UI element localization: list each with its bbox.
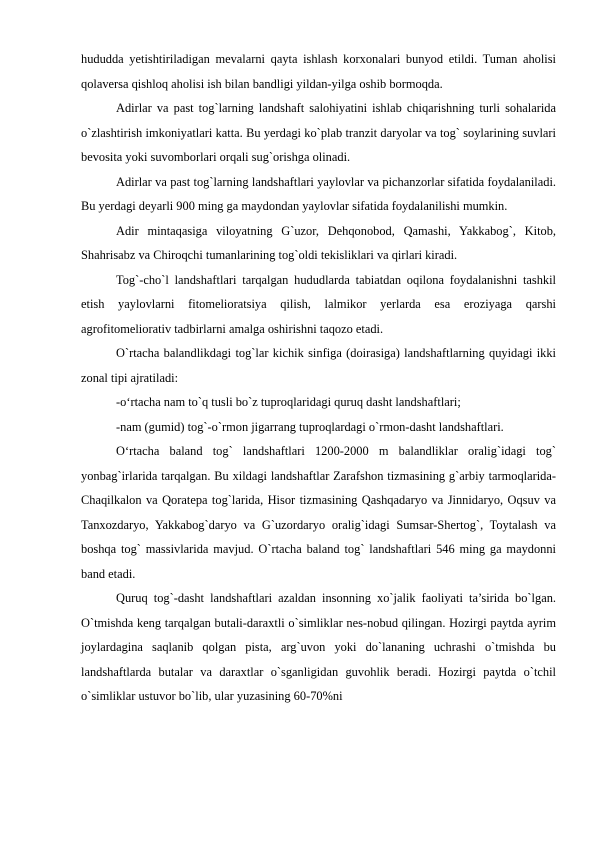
paragraph-adir-potential: Adirlar va past tog`larning landshaft salohiyatini ishlab chiqarishning turli sohalarida o`zlashtirish imkoniyatlari katta. Bu yerdagi ko`plab tranzit daryolar va tog` soylarining suvlari bevosita yoki suvomborlari orqali sug`orishga olinadi. [81, 101, 556, 164]
paragraph-pastures: Adirlar va past tog`larning landshaftlari yaylovlar va pichanzorlar sifatida foydalaniladi. Bu yerdagi deyarli 900 ming ga maydondan yaylovlar sifatida foydalanilishi mumkin. [81, 174, 556, 213]
paragraph-continuation: hududda yetishtiriladigan mevalarni qayta ishlash korxonalari bunyod etildi. Tuman aholisi qolaversa qishloq aholisi ish bilan bandligi yildan-yilga oshib bormoqda. [81, 52, 556, 91]
paragraph-mid-high-landscapes: O‘rtacha baland tog` landshaftlari 1200-2000 m balandliklar oralig`idagi tog` yonbag`irlarida tarqalgan. Bu xildagi landshaftlar Zarafshon tizmasining g`arbiy tarmoqlarida-Chaqilkalon va Qoratepa tog`larida, Hisor tizmasining Qashqadaryo va Jinnidaryo, Oqsuv va Tanxozdaryo, Yakkabog`daryo va G`uzordaryo oralig`idagi Sumsar-Shertog`, Toytalash va boshqa tog` massivlarida mavjud. O`rtacha baland tog` landshaftlari 546 ming ga maydonni band etadi. [81, 444, 556, 581]
paragraph-adir-zone: Adir mintaqasiga viloyatning G`uzor, Dehqonobod, Qamashi, Yakkabog`, Kitob, Shahrisabz va Chiroqchi tumanlarining tog`oldi tekisliklari va qirlari kiradi. [81, 223, 556, 262]
paragraph-mountain-desert: Tog`-cho`l landshaftlari tarqalgan hududlarda tabiatdan oqilona foydalanishni tashkil etish yaylovlarni fitomelioratsiya qilish, lalmikor yerlarda esa eroziyaga qarshi agrofitomeliorativ tadbirlarni amalga oshirishni taqozo etadi. [81, 272, 556, 336]
list-item-dry-steppe: -o‘rtacha nam to`q tusli bo`z tuproqlaridagi quruq dasht landshaftlari; [116, 395, 461, 409]
paragraph-dry-steppe-history: Quruq tog`-dasht landshaftlari azaldan insonning xo`jalik faoliyati ta’sirida bo`lgan. O`tmishda keng tarqalgan butali-daraxtli o`simliklar nes-nobud qilingan. Hozirgi paytda ayrim joylardagina saqlanib qolgan pista, arg`uvon yoki do`lananing uchrashi o`tmishda bu landshaftlarda butalar va daraxtlar o`sganligidan guvohlik beradi. Hozirgi paytda o`tchil o`simliklar ustuvor bo`lib, ular yuzasining 60-70%ni [81, 591, 556, 703]
document-page [81, 47, 556, 709]
list-item-forest-steppe: -nam (gumid) tog`-o`rmon jigarrang tuproqlardagi o`rmon-dasht landshaftlari. [116, 419, 504, 434]
paragraph-mid-mountains: O`rtacha balandlikdagi tog`lar kichik sinfiga (doirasiga) landshaftlarning quyidagi ikki zonal tipi ajratiladi: [81, 346, 556, 385]
